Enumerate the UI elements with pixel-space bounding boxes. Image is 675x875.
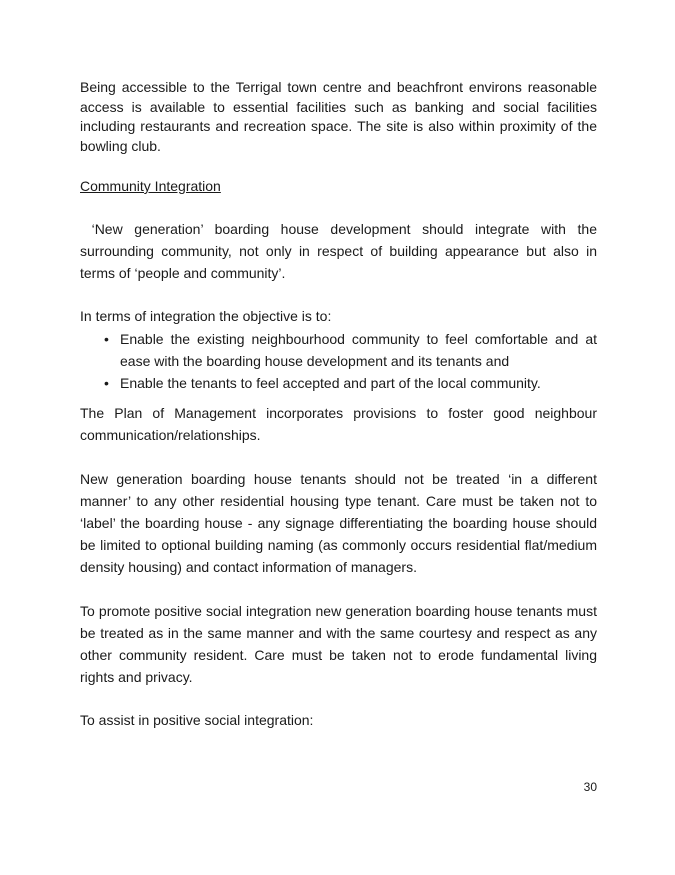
page-number: 30 bbox=[583, 780, 597, 794]
paragraph-new-generation: ‘New generation’ boarding house development should integrate with the surrounding community, not only in respect of building appearance but also in terms of ‘people and community’. bbox=[80, 221, 597, 281]
paragraph-social-integration: To promote positive social integration new generation boarding house tenants must be treated as in the same manner and with the same courtesy and respect as any other community resident. Care must be taken not to erode fundamental living rights and privacy. bbox=[80, 603, 597, 685]
paragraph-tenants-treatment: New generation boarding house tenants should not be treated ‘in a different manner’ to any other residential housing type tenant. Care must be taken not to ‘label’ the boarding house - any signage differentiating the boarding house should be limited to optional building naming (as commonly occurs residential flat/medium density housing) and contact information of managers. bbox=[80, 471, 597, 575]
list-item bbox=[80, 372, 597, 394]
section-heading-community-integration: Community Integration bbox=[80, 178, 221, 194]
objective-list bbox=[80, 328, 597, 394]
list-item-text: Enable the tenants to feel accepted and part of the local community. bbox=[120, 375, 541, 391]
paragraph-objective-intro: In terms of integration the objective is to: bbox=[80, 308, 332, 324]
document-body bbox=[80, 78, 597, 730]
list-item bbox=[80, 328, 597, 372]
paragraph-plan-of-management: The Plan of Management incorporates provisions to foster good neighbour communication/relationships. bbox=[80, 405, 597, 443]
paragraph-access: Being accessible to the Terrigal town centre and beachfront environs reasonable access is available to essential facilities such as banking and social facilities including restaurants and recreation space. The site is also within proximity of the bowling club. bbox=[80, 79, 597, 154]
bullet-icon: • bbox=[104, 331, 109, 347]
paragraph-assist-intro: To assist in positive social integration: bbox=[80, 712, 314, 728]
bullet-icon: • bbox=[104, 375, 109, 391]
list-item-text: Enable the existing neighbourhood community to feel comfortable and at ease with the boarding house development and its tenants and bbox=[120, 331, 597, 369]
